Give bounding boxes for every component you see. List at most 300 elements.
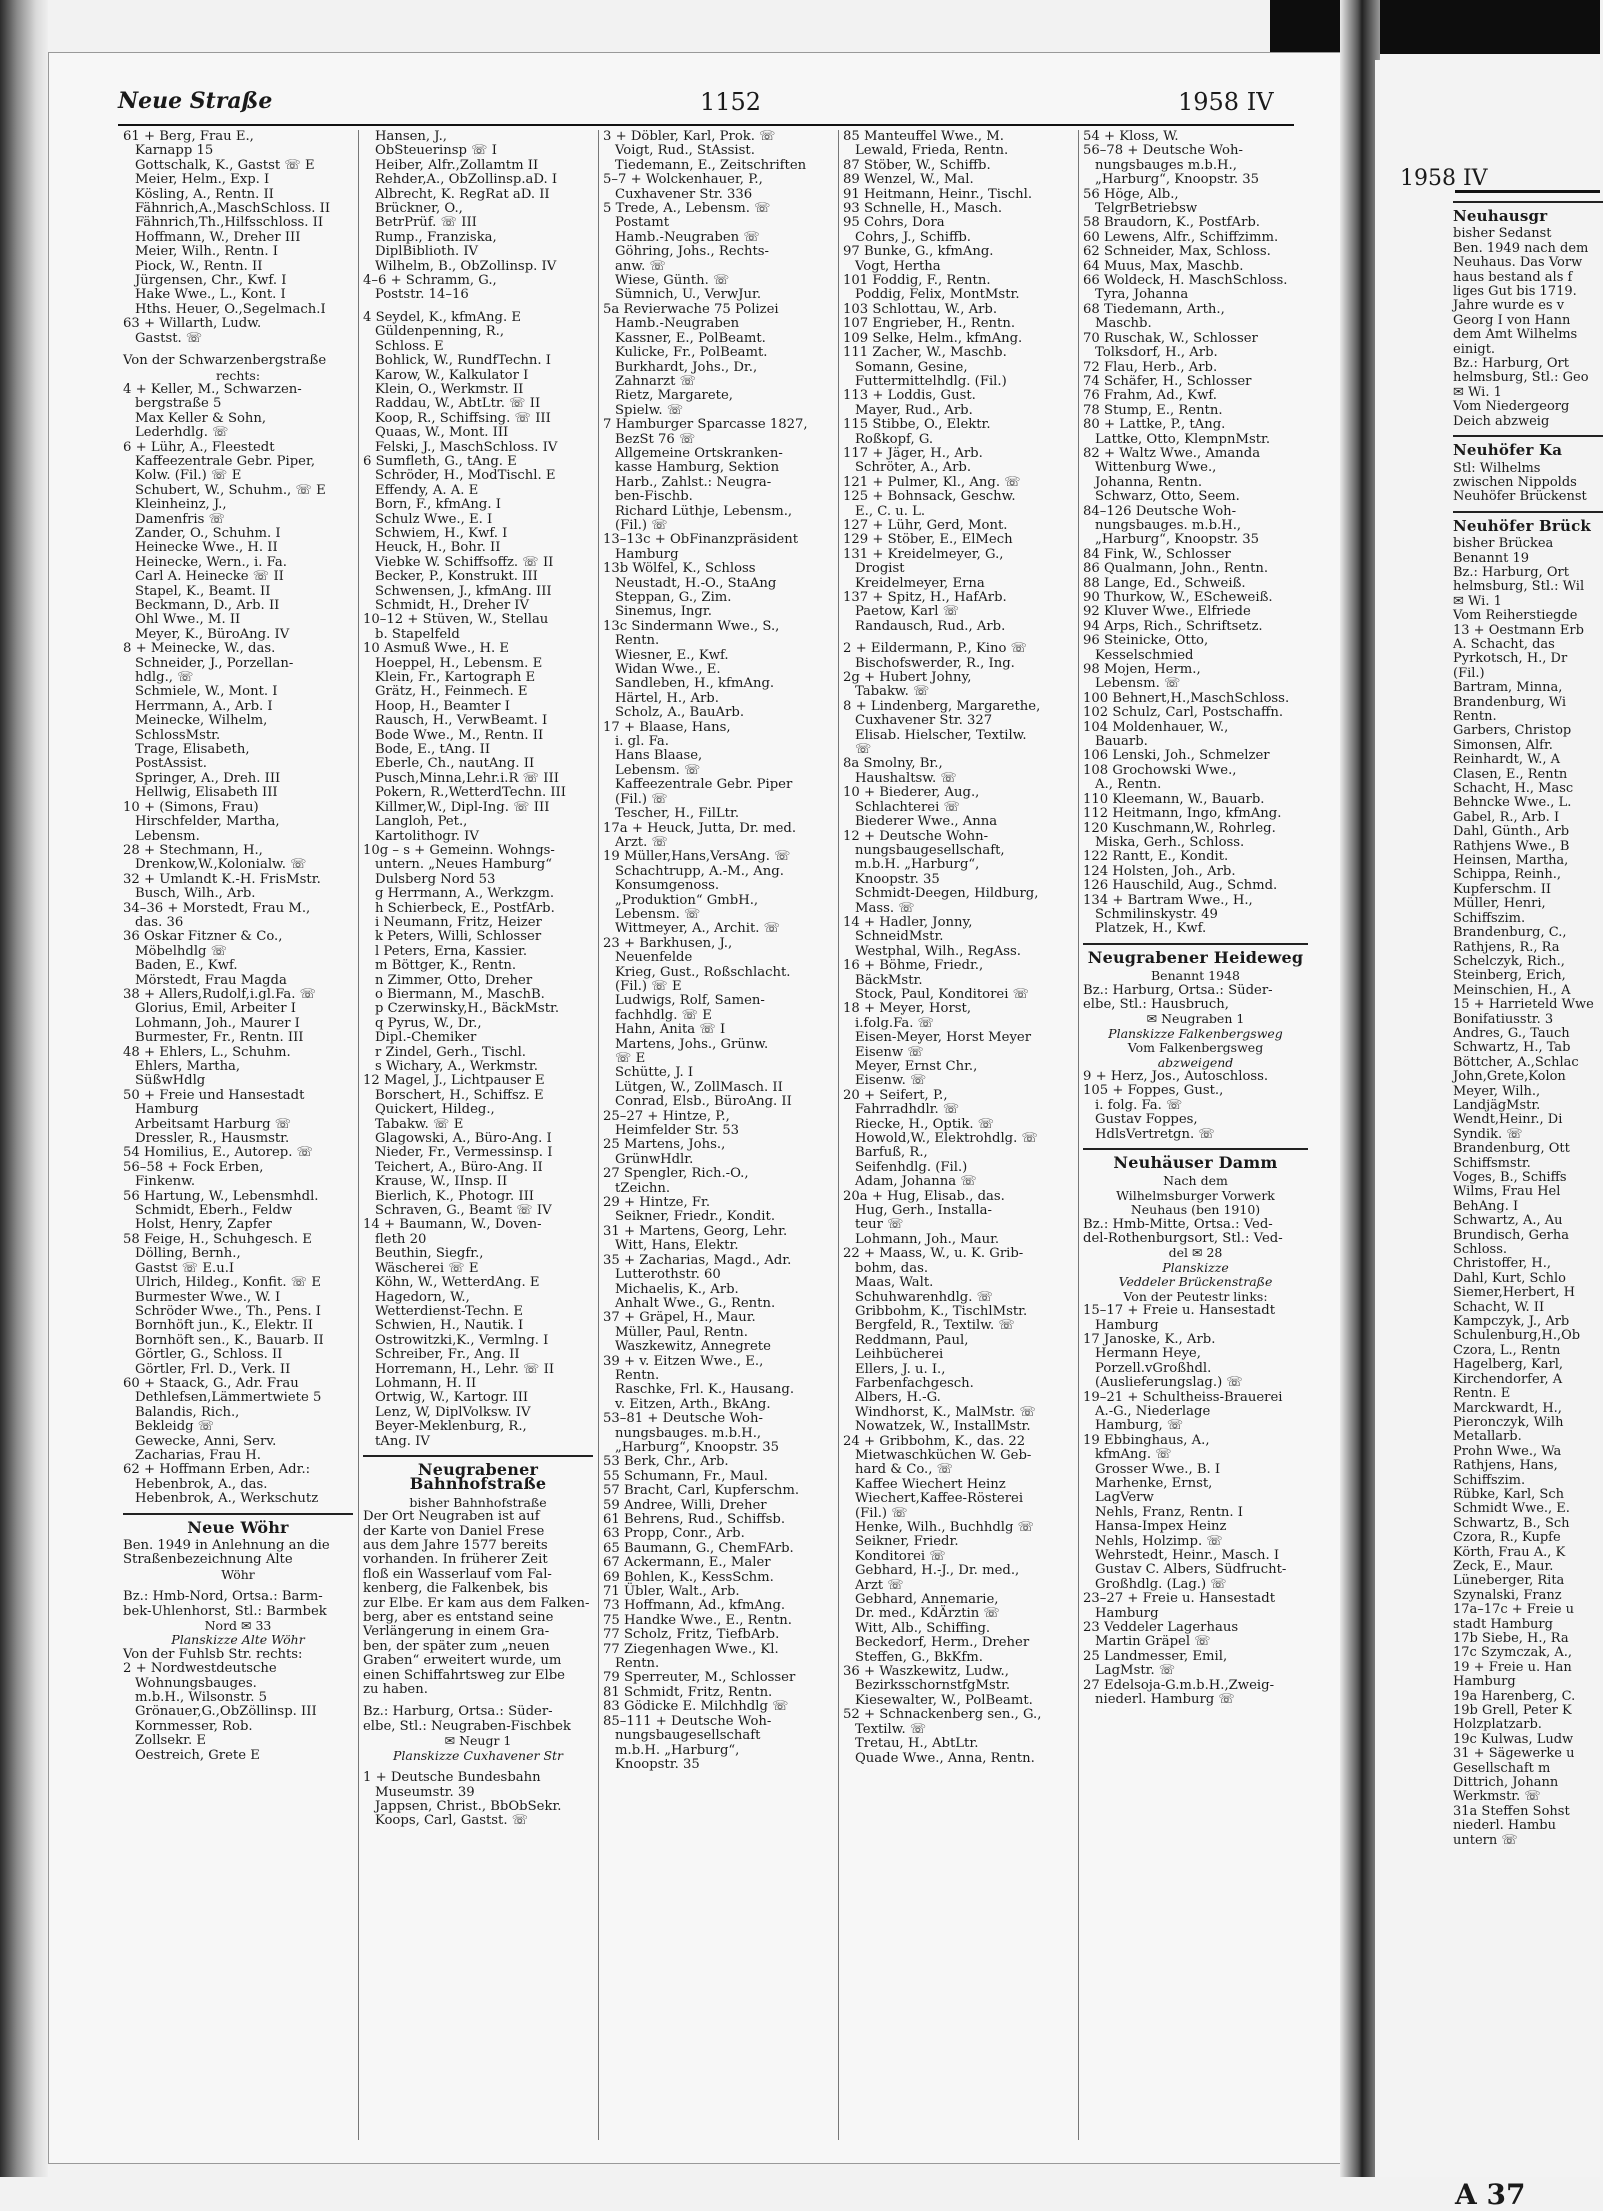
directory-entry: Schröter, A., Arb. [855,460,972,476]
directory-entry: Lattke, Otto, KlempnMstr. [1095,431,1271,447]
directory-entry: zwischen Nippolds [1453,474,1577,490]
directory-entry: Adam, Johanna ☏ [855,1174,977,1190]
directory-entry: Gebhard, Annemarie, [855,1592,999,1608]
directory-entry: Bz.: Harburg, Ortsa.: Süder- [1083,982,1273,998]
directory-entry: 23 Veddeler Lagerhaus [1083,1620,1239,1636]
directory-entry: 56–78 + Deutsche Woh- [1083,143,1243,159]
directory-entry: Dittrich, Johann [1453,1775,1559,1791]
directory-entry: Planskizze Alte Wöhr [171,1632,305,1648]
directory-entry: Dahl, Günth., Arb [1453,824,1570,840]
directory-entry: Dethlefsen,Lämmertwiete 5 [135,1390,322,1406]
directory-entry: 58 Feige, H., Schuhgesch. E [123,1231,312,1247]
directory-entry: untern. „Neues Hamburg“ [375,857,552,873]
directory-entry: Hansa-Impex Heinz [1095,1519,1227,1535]
directory-entry: Beckedorf, Herm., Dreher [855,1635,1030,1651]
directory-entry: 17 + Blaase, Hans, [603,719,731,735]
directory-entry: nungsbauges. m.b.H., [1095,517,1242,533]
directory-entry: Hamburg [1095,1605,1159,1621]
directory-entry: LagVerw [1095,1490,1154,1506]
directory-entry: Lutterothstr. 60 [615,1267,721,1283]
directory-entry: Meinecke, Wilhelm, [135,713,268,729]
directory-entry: Schulenburg,H.,Ob [1453,1328,1581,1344]
directory-entry: Spielw. ☏ [615,402,684,418]
directory-entry: Drenkow,W.,Kolonialw. ☏ [135,857,307,873]
directory-entry: Czora, R., Kupfe [1453,1530,1561,1546]
directory-entry: Westphal, Wilh., RegAss. [855,943,1022,959]
directory-entry: Meyer, Ernst Chr., [855,1059,978,1074]
directory-entry: (Fil.) ☏ [615,517,668,533]
directory-entry: m Böttger, K., Rentn. [375,958,517,974]
directory-entry: 39 + v. Eitzen Wwe., E., [603,1353,764,1369]
directory-entry: Wöhr [221,1566,255,1582]
directory-entry: Schmilinskystr. 49 [1095,906,1218,922]
directory-entry: del-Rothenburgsort, Stl.: Ved- [1083,1231,1283,1247]
directory-entry: Kupferschm. II [1453,881,1552,897]
directory-entry: 75 Handke Wwe., E., Rentn. [603,1612,792,1628]
directory-entry: 55 Schumann, Fr., Maul. [603,1468,768,1484]
directory-entry: bek-Uhlenhorst, Stl.: Barmbek [123,1603,327,1619]
directory-entry: Gustav C. Albers, Südfrucht- [1095,1562,1287,1578]
column-divider [598,130,599,2140]
header-rule [118,124,1294,126]
directory-entry: Prohn Wwe., Wa [1453,1443,1562,1459]
directory-entry: Simonsen, Alfr. [1453,737,1553,753]
directory-entry: m.b.H. „Harburg“, [615,1742,740,1758]
directory-entry: Ellers, J. u. I., [855,1361,946,1377]
directory-entry: Steinberg, Erich, [1453,968,1566,984]
directory-entry: ✉ Neugr 1 [444,1733,512,1749]
directory-entry: Andres, G., Tauch [1453,1025,1570,1041]
directory-entry: Härtel, H., Arb. [615,690,719,706]
directory-entry: fachhdlg. ☏ E [615,1007,712,1023]
directory-entry: Bonifatiusstr. 3 [1453,1011,1554,1027]
directory-entry: 83 Gödicke E. Milchhdlg ☏ [603,1699,789,1715]
directory-entry: hard & Co., ☏ [855,1462,954,1478]
directory-entry: m.b.H. „Harburg“, [855,857,980,873]
directory-entry: Teichert, A., Büro-Ang. II [375,1159,543,1175]
directory-entry: Schloss. E [375,338,444,354]
directory-entry: 71 Übler, Walt., Arb. [603,1584,740,1600]
directory-entry: Ulrich, Hildeg., Konfit. ☏ E [135,1275,322,1291]
directory-entry: Hagelberg, Karl, [1453,1357,1564,1373]
directory-entry: Deich abzweig [1453,413,1550,429]
facing-page-rule [1455,190,1600,193]
directory-entry: Kirchendorfer, A [1453,1371,1563,1387]
directory-entry: 2 + Nordwestdeutsche [123,1661,277,1677]
directory-entry: Heimfelder Str. 53 [615,1123,740,1139]
directory-entry: Schiffszim. [1453,910,1526,926]
directory-entry: 52 + Schnackenberg sen., G., [843,1707,1042,1723]
directory-entry: 1 + Deutsche Bundesbahn [363,1770,541,1786]
directory-entry: Schraven, G., Beamt ☏ IV [375,1203,552,1219]
directory-entry: Hths. Heuer, O.,Segelmach.I [135,301,326,317]
directory-entry: Lederhdlg. ☏ [135,425,229,441]
directory-entry: 63 Propp, Conr., Arb. [603,1526,745,1542]
directory-entry: Straßenbezeichnung Alte [123,1552,293,1568]
directory-entry: 76 Frahm, Ad., Kwf. [1083,388,1217,404]
directory-entry: „Harburg“, Knoopstr. 35 [1095,172,1260,188]
directory-entry: Konsumgenoss. [615,878,720,894]
directory-entry: Von der Fuhlsb Str. rechts: [123,1646,303,1662]
directory-entry: kasse Hamburg, Sektion [615,460,780,476]
directory-entry: liges Gut bis 1719. [1453,284,1577,300]
directory-entry: 4–6 + Schramm, G., [363,273,497,289]
directory-entry: 17a + Heuck, Jutta, Dr. med. [603,820,797,836]
directory-entry: 9 + Herz, Jos., Autoschloss. [1083,1069,1269,1084]
directory-entry: DiplBiblioth. IV [375,244,479,260]
directory-entry: 50 + Freie und Hansestadt [123,1087,305,1103]
directory-entry: Schwiem, H., Kwf. I [375,525,508,541]
directory-entry: i. folg. Fa. ☏ [1095,1097,1183,1113]
directory-entry: Hoop, H., Beamter I [375,698,510,714]
directory-entry: Rentn. [615,1656,660,1672]
column-divider [358,130,359,2140]
directory-entry: Neuhaus (ben 1910) [1130,1202,1261,1218]
directory-entry: 37 + Gräpel, H., Maur. [603,1310,756,1326]
directory-entry: 129 + Stöber, E., ElMech [843,532,1013,548]
directory-entry: Lüneberger, Rita [1453,1573,1565,1589]
directory-entry: Zacharias, Frau H. [135,1447,261,1463]
directory-entry: Stl: Wilhelms [1453,460,1541,476]
directory-entry: Borschert, H., Schiffsz. E [375,1087,544,1103]
directory-entry: Postamt [615,215,670,231]
directory-entry: TelgrBetriebsw [1095,201,1198,217]
directory-entry: Steppan, G., Zim. [615,590,732,605]
directory-entry: Heuck, H., Bohr. II [375,540,501,556]
directory-entry: Widan Wwe., E. [615,662,721,678]
directory-entry: Graben“ erweitert wurde, um [363,1653,562,1669]
directory-entry: Lewald, Frieda, Rentn. [855,143,1009,159]
directory-entry: 2 + Eildermann, P., Kino ☏ [843,641,1028,657]
directory-entry: A.-G., Niederlage [1095,1403,1211,1419]
directory-entry: 68 Tiedemann, Arth., [1083,301,1225,317]
directory-entry: Lebensm. [135,828,200,844]
directory-entry: Trage, Elisabeth, [135,742,250,758]
directory-entry: Horremann, H., Lehr. ☏ II [375,1361,555,1377]
directory-entry: Hamburg [1095,1317,1159,1333]
directory-entry: Tyra, Johanna [1095,287,1189,303]
directory-entry: 20 + Seifert, P., [843,1087,948,1103]
directory-entry: bisher Brückea [1453,536,1554,552]
directory-entry: ☏ E [615,1051,646,1066]
directory-entry: 93 Schnelle, H., Masch. [843,201,1003,217]
directory-entry: 36 + Waszkewitz, Ludw., [843,1664,1009,1680]
directory-entry: Hebenbrok, A., Werkschutz [135,1491,319,1507]
directory-entry: Rietz, Margarete, [615,388,733,404]
directory-entry: BehAng. I [1453,1198,1519,1214]
directory-entry: 12 Magel, J., Lichtpauser E [363,1073,545,1089]
directory-entry: Rausch, H., VerwBeamt. I [375,713,548,729]
directory-entry: bohm, das. [855,1260,929,1276]
directory-entry: Mass. ☏ [855,900,915,916]
directory-entry: Hahn, Anita ☏ I [615,1022,726,1038]
directory-entry: Seifenhdlg. (Fil.) [855,1159,968,1175]
directory-entry: Pokern, R.,WetterdTechn. III [375,785,566,801]
directory-entry: Damenfris ☏ [135,511,226,527]
directory-entry: Farbenfachgesch. [855,1375,974,1391]
directory-entry: einen Schiffahrtsweg zur Elbe [363,1667,565,1683]
directory-entry: Wilhelmsburger Vorwerk [1116,1187,1275,1203]
directory-entry: Lebensm. ☏ [615,906,701,922]
directory-entry: Hake Wwe., L., Kont. I [135,287,286,303]
street-section-heading: Neue Wöhr [123,1513,353,1535]
directory-entry: Koop, R., Schiffsing. ☏ III [375,410,551,426]
directory-entry: Killmer,W., Dipl-Ing. ☏ III [375,799,550,815]
directory-entry: 19 + Freie u. Han [1453,1659,1572,1675]
directory-entry: Verlängerung in einem Gra- [363,1624,550,1640]
directory-entry: LagMstr. ☏ [1095,1663,1176,1679]
directory-entry: „Harburg“, Knoopstr. 35 [1095,532,1260,548]
directory-entry: niederl. Hambu [1453,1818,1556,1834]
directory-entry: (Fil.) ☏ E [615,978,682,994]
directory-entry: ✉ Wi. 1 [1453,593,1502,609]
directory-entry: Nieder, Fr., Vermessinsp. I [375,1145,553,1161]
directory-entry: v. Eitzen, Arth., BkAng. [615,1396,771,1412]
directory-entry: 62 Schneider, Max, Schloss. [1083,244,1271,260]
directory-entry: Nach dem [1163,1173,1228,1189]
directory-entry: SchneidMstr. [855,929,944,945]
directory-entry: Henke, Wilh., Buchhdlg ☏ [855,1520,1035,1535]
directory-entry: Siemer,Herbert, H [1453,1285,1575,1301]
directory-entry: Lütgen, W., ZollMasch. II [615,1079,783,1095]
directory-entry: Schwartz, A., Au [1453,1213,1563,1229]
directory-entry: Barfuß, R., [855,1145,928,1161]
directory-entry: Busch, Wilh., Arb. [135,886,256,902]
directory-entry: Eisenw. ☏ [855,1073,927,1089]
directory-entry: 82 + Waltz Wwe., Amanda [1083,445,1261,461]
directory-entry: Hamburg [1453,1674,1516,1690]
directory-entry: Pieronczyk, Wilh [1453,1414,1564,1430]
directory-entry: 27 Edelsoja-G.m.b.H.,Zweig- [1083,1677,1275,1693]
directory-entry: 121 + Pulmer, Kl., Ang. ☏ [843,474,1021,490]
directory-entry: 25 Landmesser, Emil, [1083,1648,1228,1664]
directory-entry: Glorius, Emil, Arbeiter I [135,1001,296,1017]
directory-entry: stadt Hamburg [1453,1616,1553,1632]
directory-entry: 20a + Hug, Elisab., das. [843,1188,1005,1204]
directory-entry: 2g + Hubert Johny, [843,670,972,686]
directory-entry: Wiechert,Kaffee-Rösterei [855,1491,1024,1507]
directory-entry: 66 Woldeck, H. MaschSchloss. [1083,273,1288,289]
directory-entry: Schwartz, H., Tab [1453,1040,1571,1056]
directory-entry: anw. ☏ [615,258,666,274]
directory-entry: Lenz, W, DiplVolksw. IV [375,1404,531,1420]
directory-entry: 101 Foddig, F., Rentn. [843,273,991,289]
directory-entry: ✉ Wi. 1 [1453,384,1502,400]
directory-entry: Waszkewitz, Annegrete [615,1339,771,1355]
directory-entry: Schloss. [1453,1242,1508,1258]
directory-entry: 3 + Döbler, Karl, Prok. ☏ [603,129,776,144]
directory-entry: Seikner, Friedr. [855,1534,959,1550]
directory-entry: Zollsekr. E [135,1733,206,1749]
column-4 [843,130,1073,1766]
directory-entry: h Schierbeck, E., PostfArb. [375,900,555,916]
directory-entry: 84 Fink, W., Schlosser [1083,546,1231,562]
directory-entry: 88 Lange, Ed., Schweiß. [1083,575,1246,591]
directory-entry: Bz.: Hmb-Mitte, Ortsa.: Ved- [1083,1216,1273,1232]
directory-entry: elbe, Stl.: Hausbruch, [1083,996,1229,1012]
directory-entry: Hug, Gerh., Installa- [855,1203,992,1219]
directory-entry: Schiffsmstr. [1453,1155,1531,1171]
directory-entry: Piock, W., Rentn. II [135,258,263,274]
directory-entry: Martin Gräpel ☏ [1095,1634,1211,1650]
directory-entry: 124 Holsten, Joh., Arb. [1083,863,1236,879]
directory-entry: (Fil.) ☏ [855,1505,908,1521]
directory-entry: Pyrkotsch, H., Dr [1453,651,1568,667]
directory-entry: 19b Grell, Peter K [1453,1703,1572,1719]
directory-entry: 106 Lenski, Joh., Schmelzer [1083,748,1270,764]
directory-entry: Tabakw. ☏ E [375,1116,464,1132]
directory-entry: Böttcher, A.,Schlac [1453,1054,1579,1070]
directory-entry: Wetterdienst-Techn. E [375,1303,523,1319]
directory-entry: Conrad, Elsb., BüroAng. II [615,1094,792,1110]
directory-entry: Albers, H.-G. [855,1390,941,1406]
directory-entry: g Herrmann, A., Werkzgm. [375,886,555,902]
directory-entry: 14 + Baumann, W., Doven- [363,1217,542,1233]
directory-entry: Brückner, O., [375,201,463,217]
directory-entry: Marhenke, Ernst, [1095,1475,1213,1491]
directory-entry: Christoffer, H., [1453,1256,1551,1272]
directory-entry: abzweigend [1157,1054,1234,1070]
directory-entry: Ostrowitzki,K., Vermlng. I [375,1332,549,1348]
directory-entry: Schwensen, J., kfmAng. III [375,583,552,599]
directory-entry: Burmester Wwe., W. I [135,1289,281,1305]
street-header: Neue Straße [118,88,273,114]
directory-entry: Grosser Wwe., B. I [1095,1461,1221,1477]
directory-entry: Schubert, W., Schuhm., ☏ E [135,482,326,498]
directory-entry: nungsbauges m.b.H., [1095,157,1237,173]
directory-entry: 5–7 + Wolckenhauer, P., [603,172,763,188]
directory-entry: Heinsen, Martha, [1453,853,1569,869]
directory-entry: 56 Höge, Alb., [1083,186,1179,202]
directory-entry: Krause, W., IInsp. II [375,1174,508,1190]
directory-entry: Dulsberg Nord 53 [375,871,496,887]
directory-entry: Szynalski, Franz [1453,1587,1562,1603]
directory-entry: Anhalt Wwe., G., Rentn. [615,1295,776,1311]
directory-entry: Dr. med., KdÄrztin ☏ [855,1606,1000,1622]
directory-entry: Heinecke, Wern., i. Fa. [135,554,287,570]
directory-entry: 85 Manteuffel Wwe., M. [843,129,1004,144]
directory-entry: Hermann Heye, [1095,1346,1201,1362]
directory-entry: 122 Rantt, E., Kondit. [1083,849,1229,865]
directory-entry: Bergfeld, R., Textilw. ☏ [855,1318,1015,1334]
directory-entry: 63 + Willarth, Ludw. [123,316,262,332]
directory-entry: Lohmann, Joh., Maur. [855,1231,1000,1247]
facing-page-footer: A 37 [1455,2178,1526,2211]
directory-entry: das. 36 [135,914,184,930]
directory-entry: 94 Arps, Rich., Schriftsetz. [1083,618,1263,634]
directory-entry: Güldenpenning, R., [375,324,505,340]
directory-entry: zu haben. [363,1682,428,1698]
directory-entry: HdlsVertretgn. ☏ [1095,1126,1215,1142]
directory-entry: 79 Sperreuter, M., Schlosser [603,1670,796,1686]
directory-entry: Kleinheinz, J., [135,497,227,513]
directory-entry: Tescher, H., FilLtr. [615,806,740,822]
directory-entry: Lohmann, Joh., Maurer I [135,1015,300,1031]
directory-entry: Holst, Henry, Zapfer [135,1217,272,1233]
directory-entry: Platzek, H., Kwf. [1095,921,1207,937]
directory-entry: Wittenburg Wwe., [1095,460,1217,476]
directory-entry: Bohlick, W., RundfTechn. I [375,353,551,369]
directory-entry: Lohmann, H. II [375,1375,477,1391]
directory-entry: 111 Zacher, W., Maschb. [843,345,1007,361]
directory-entry: Fahrradhdlr. ☏ [855,1102,960,1118]
directory-entry: Vom Falkenbergsweg [1127,1040,1264,1056]
directory-entry: nungsbaugesellschaft [615,1728,761,1744]
directory-entry: Ortwig, W., Kartogr. III [375,1390,529,1406]
directory-entry: Carl A. Heinecke ☏ II [135,569,284,585]
directory-entry: Hellwig, Elisabeth III [135,785,278,801]
directory-entry: Veddeler Brückenstraße [1118,1274,1273,1290]
directory-entry: Brandenburg, Ott [1453,1141,1570,1157]
directory-entry: 25–27 + Hintze, P., [603,1108,730,1124]
directory-entry: Grönauer,G.,ObZöllinsp. III [135,1704,317,1720]
directory-entry: Der Ort Neugraben ist auf [363,1509,540,1525]
directory-entry: Schulz Wwe., E. I [375,511,493,527]
directory-entry: 97 Bunke, G., kfmAng. [843,244,994,260]
directory-entry: r Zindel, Gerh., Tischl. [375,1044,526,1060]
directory-entry: Heinecke Wwe., H. II [135,540,278,556]
directory-entry: ☏ [855,742,872,758]
directory-entry: elbe, Stl.: Neugraben-Fischbek [363,1718,571,1734]
directory-entry: Leihbücherei [855,1347,944,1363]
directory-entry: Brundisch, Gerha [1453,1227,1569,1243]
directory-entry: Hamb.-Neugraben [615,316,740,332]
directory-entry: niederl. Hamburg ☏ [1095,1692,1235,1708]
directory-entry: Meinschien, H., A [1453,982,1571,998]
directory-entry: Kaffeezentrale Gebr. Piper [615,777,793,793]
directory-entry: Richard Lüthje, Lebensm., [615,503,793,519]
column-divider [1078,130,1079,2140]
directory-entry: Haushaltsw. ☏ [855,770,957,786]
directory-entry: helmsburg, Stl.: Geo [1453,370,1589,386]
directory-entry: Sümnich, U., VerwJur. [615,287,762,303]
directory-entry: 103 Schlottau, W., Arb. [843,301,998,317]
directory-entry: 24 + Gribbohm, K., das. 22 [843,1433,1026,1449]
directory-entry: Konditorei ☏ [855,1548,946,1564]
directory-entry: 17c Szymczak, A., [1453,1645,1573,1661]
directory-entry: Albrecht, K. RegRat aD. II [375,186,550,202]
directory-entry: Beyer-Meklenburg, R., [375,1419,527,1435]
directory-entry: Rehder,A., ObZollinsp.aD. I [375,172,558,188]
directory-entry: Hamb.-Neugraben ☏ [615,229,760,245]
directory-entry: 13c Sindermann Wwe., S., [603,618,780,634]
directory-entry: Voges, B., Schiffs [1453,1170,1567,1185]
directory-entry: Schreiber, Fr., Ang. II [375,1347,520,1363]
directory-entry: 108 Grochowski Wwe., [1083,762,1237,778]
directory-entry: A. Schacht, das [1453,636,1555,652]
directory-entry: Steffen, G., BkKfm. [855,1649,983,1665]
directory-entry: Eisenw ☏ [855,1044,924,1060]
directory-entry: Ben. 1949 nach dem [1453,240,1589,256]
directory-entry: Kulicke, Fr., PolBeamt. [615,345,768,361]
directory-entry: Görtler, Frl. D., Verk. II [135,1361,291,1377]
directory-entry: Schneider, J., Porzellan- [135,655,294,671]
directory-entry: 64 Muus, Max, Maschb. [1083,258,1244,274]
directory-entry: Brandenburg, Wi [1453,694,1567,710]
directory-entry: zur Elbe. Er kam aus dem Falken- [363,1595,590,1611]
directory-entry: Neustadt, H.-O., StaAng [615,575,777,591]
directory-entry: Czora, L., Rentn [1453,1342,1561,1358]
directory-entry: o Biermann, M., MaschB. [375,986,545,1002]
directory-entry: 60 Lewens, Alfr., Schiffzimm. [1083,229,1279,245]
directory-entry: 102 Schulz, Carl, Postschaffn. [1083,705,1284,721]
directory-entry: 10 + Biederer, Aug., [843,785,980,801]
directory-entry: Knoopstr. 35 [615,1756,700,1772]
book-gutter [1340,0,1380,2177]
directory-entry: (Auslieferungslag.) ☏ [1095,1375,1243,1391]
directory-entry: 92 Kluver Wwe., Elfriede [1083,604,1251,620]
directory-entry: 104 Moldenhauer, W., [1083,719,1229,735]
